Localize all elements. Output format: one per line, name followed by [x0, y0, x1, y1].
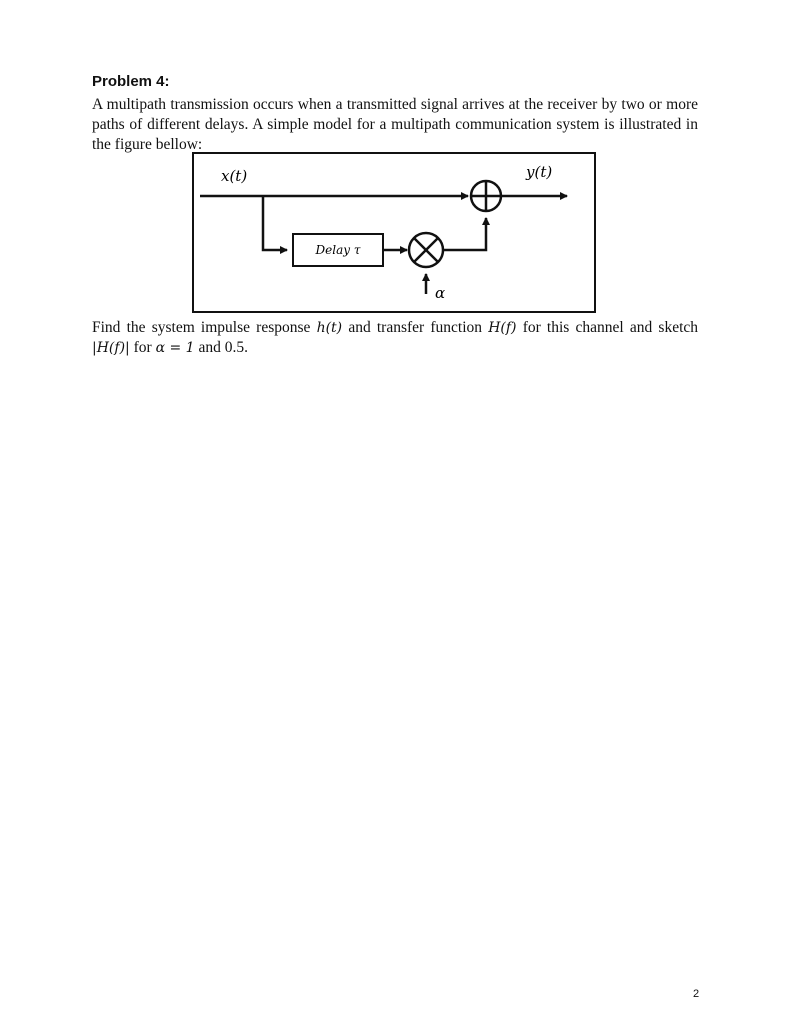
input-label: x(t)	[221, 167, 248, 185]
problem-intro: A multipath transmission occurs when a transmitted signal arrives at the receiver by two or more paths of different delays. A simple model for a multipath communication system is illustrated in the figure bellow:	[92, 96, 698, 153]
multipath-block-diagram	[192, 152, 596, 313]
alpha-value: α = 1	[155, 340, 195, 356]
problem-title: Problem 4:	[92, 73, 170, 90]
delayed-path-branch	[263, 196, 287, 250]
adder-symbol	[471, 181, 501, 211]
transfer-function-symbol: H(f)	[488, 320, 517, 336]
page-number: 2	[693, 988, 700, 1000]
magnitude-symbol: |H(f)|	[92, 340, 130, 356]
multiplier-symbol	[409, 233, 443, 267]
question-text: and transfer function	[342, 319, 489, 336]
question-text: and 0.5.	[194, 339, 248, 356]
delay-label: Delay τ	[315, 243, 361, 257]
question-text: for this channel and sketch	[516, 319, 699, 336]
question-text: for	[129, 339, 156, 356]
problem-question	[92, 318, 698, 358]
output-label: y(t)	[526, 163, 553, 181]
impulse-response-symbol: h(t)	[316, 320, 343, 336]
question-text: Find the system impulse response	[92, 319, 317, 336]
multiplier-to-adder-line	[443, 218, 486, 250]
gain-label: α	[435, 284, 446, 302]
